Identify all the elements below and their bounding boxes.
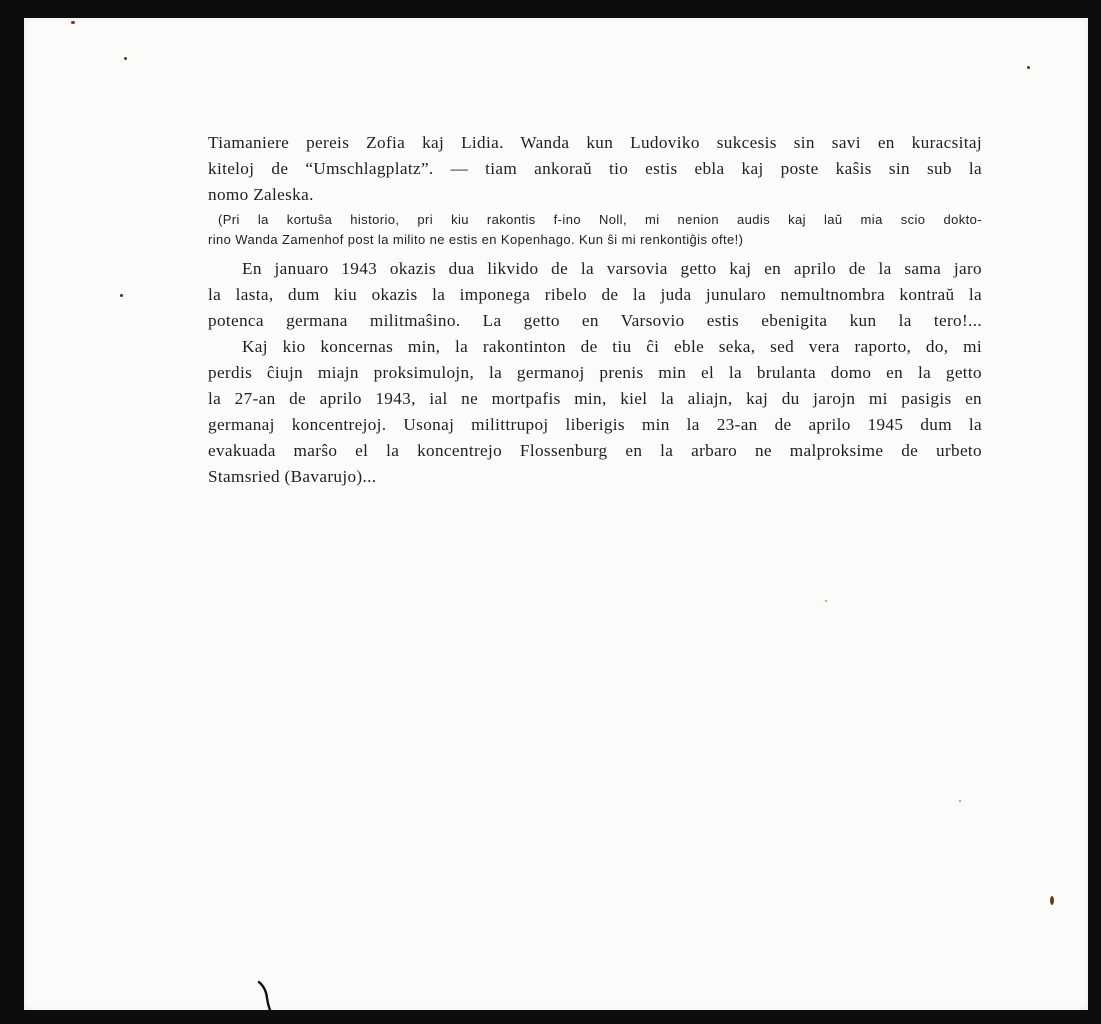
ink-stroke-mark	[256, 980, 272, 1012]
paper-speck	[959, 800, 961, 802]
text-line: Stamsried (Bavarujo)...	[208, 467, 377, 486]
text-line: la lasta, dum kiu okazis la imponega ribelo de la juda junularo nemultnombra kontraŭ la	[208, 285, 982, 304]
text-line: nomo Zaleska.	[208, 185, 314, 204]
text-line: En januaro 1943 okazis dua likvido de la varsovia getto kaj en aprilo de la sama jaro	[242, 259, 982, 278]
text-line: Kaj kio koncernas min, la rakontinton de tiu ĉi eble seka, sed vera raporto, do, mi	[242, 337, 982, 356]
text-line: potenca germana militmaŝino. La getto en Varsovio estis ebenigita kun la tero!...	[208, 311, 982, 330]
paper-sheet	[24, 18, 1088, 1010]
paragraph-3	[208, 334, 982, 490]
paper-speck	[1027, 66, 1030, 69]
paper-speck	[71, 21, 75, 24]
document-body	[208, 130, 982, 490]
paragraph-2	[208, 256, 982, 334]
note-line: (Pri la kortuŝa historio, pri kiu rakontis f-ino Noll, mi nenion audis kaj laŭ mia scio dokto-	[218, 212, 982, 227]
text-line: Tiamaniere pereis Zofia kaj Lidia. Wanda kun Ludoviko sukcesis sin savi en kuracsitaj	[208, 133, 982, 152]
text-line: la 27-an de aprilo 1943, ial ne mortpafis min, kiel la aliajn, kaj du jarojn mi pasigis en	[208, 389, 982, 408]
paper-speck	[1050, 896, 1054, 905]
paragraph-1	[208, 130, 982, 208]
paper-speck	[124, 57, 127, 60]
paper-speck	[120, 294, 123, 297]
paper-speck	[825, 600, 827, 602]
footnote	[208, 210, 982, 250]
text-line: evakuada marŝo el la koncentrejo Flossenburg en la arbaro ne malproksime de urbeto	[208, 441, 982, 460]
text-line: kiteloj de “Umschlagplatz”. — tiam ankoraŭ tio estis ebla kaj poste kaŝis sin sub la	[208, 159, 982, 178]
text-line: perdis ĉiujn miajn proksimulojn, la germanoj prenis min el la brulanta domo en la getto	[208, 363, 982, 382]
note-line: rino Wanda Zamenhof post la milito ne estis en Kopenhago. Kun ŝi mi renkontiĝis ofte!)	[208, 232, 744, 247]
text-line: germanaj koncentrejoj. Usonaj milittrupoj liberigis min la 23-an de aprilo 1945 dum la	[208, 415, 982, 434]
